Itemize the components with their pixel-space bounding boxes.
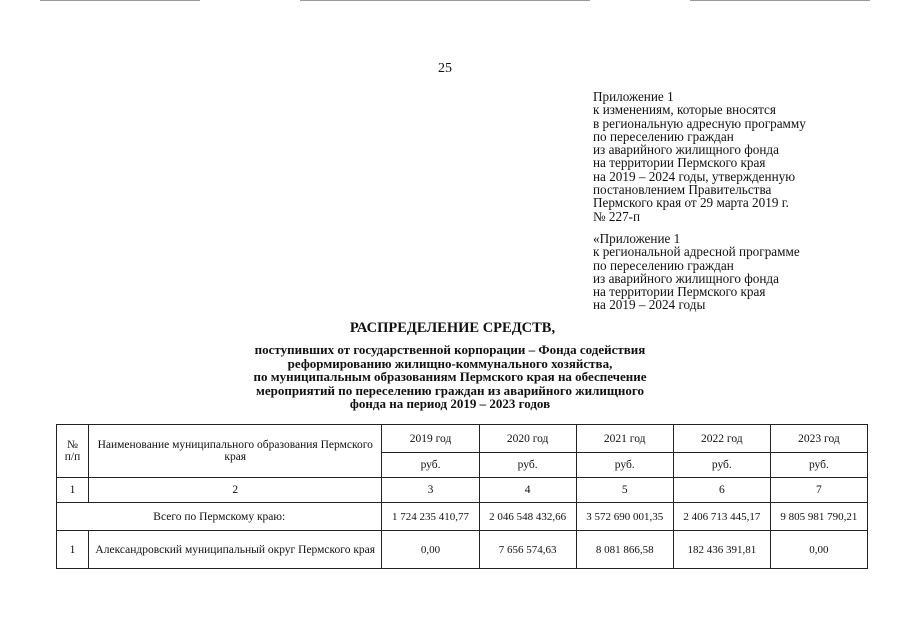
header-unit: руб. [770,453,867,478]
total-value: 3 572 690 001,35 [576,503,673,531]
scan-edge-middle [300,0,590,1]
appendix-reference-line: из аварийного жилищного фонда [593,270,779,286]
header-unit: руб. [479,453,576,478]
scan-edge-left [40,0,200,1]
column-index: 5 [576,478,673,503]
column-index: 6 [673,478,770,503]
total-value: 2 046 548 432,66 [479,503,576,531]
column-index: 7 [770,478,867,503]
row-number: 1 [57,531,89,569]
distribution-table [56,424,868,569]
scan-edge-right [690,0,870,1]
document-title: РАСПРЕДЕЛЕНИЕ СРЕДСТВ, [349,320,556,336]
total-value: 1 724 235 410,77 [382,503,479,531]
total-value: 2 406 713 445,17 [673,503,770,531]
row-municipality: Александровский муниципальный округ Пермского края [88,531,382,569]
appendix-header-line: к изменениям, которые вносятся [593,102,776,118]
appendix-header-line: на территории Пермского края [593,155,766,171]
subtitle-line: мероприятий по переселению граждан из аварийного жилищного [256,382,644,398]
header-year: 2019 год [382,425,479,453]
appendix-header-line: Пермского края от 29 марта 2019 г. [593,195,789,211]
header-number: № п/п [57,425,89,478]
header-year: 2020 год [479,425,576,453]
appendix-reference-line: «Приложение 1 [593,231,681,246]
column-index-row [57,478,868,503]
row-value: 182 436 391,81 [673,531,770,569]
header-year: 2022 год [673,425,770,453]
appendix-header-line: в региональную адресную программу [593,115,806,131]
appendix-reference [593,232,893,312]
header-municipality: Наименование муниципального образования Пермского края [88,425,382,478]
appendix-header [593,90,893,223]
appendix-header-line: на 2019 – 2024 годы, утвержденную [593,168,796,184]
document-subtitle [190,343,710,411]
header-year: 2023 год [770,425,867,453]
appendix-header-line: постановлением Правительства [593,182,772,198]
column-index: 2 [88,478,382,503]
total-value: 9 805 981 790,21 [770,503,867,531]
appendix-reference-line: по переселению граждан [593,257,734,273]
appendix-header-line: по переселению граждан [593,128,734,144]
table-row [57,531,868,569]
row-value: 8 081 866,58 [576,531,673,569]
appendix-reference-line: на 2019 – 2024 годы [593,297,706,313]
appendix-header-line: из аварийного жилищного фонда [593,142,779,158]
row-value: 0,00 [382,531,479,569]
total-label: Всего по Пермскому краю: [57,503,382,531]
header-row [57,425,868,453]
subtitle-line: по муниципальным образованиям Пермского края на обеспечение [253,369,647,385]
subtitle-line: реформированию жилищно-коммунального хозяйства, [287,355,613,371]
column-index: 3 [382,478,479,503]
subtitle-line: поступивших от государственной корпорации – Фонда содействия [254,342,646,357]
appendix-header-line: Приложение 1 [593,89,674,104]
header-unit: руб. [673,453,770,478]
appendix-reference-line: к региональной адресной программе [593,244,800,260]
row-value: 7 656 574,63 [479,531,576,569]
page-number: 25 [438,61,452,76]
header-year: 2021 год [576,425,673,453]
header-unit: руб. [576,453,673,478]
subtitle-line: фонда на период 2019 – 2023 годов [349,396,551,412]
total-row [57,503,868,531]
appendix-reference-line: на территории Пермского края [593,284,766,300]
appendix-header-line: № 227-п [593,208,641,224]
column-index: 4 [479,478,576,503]
row-value: 0,00 [770,531,867,569]
column-index: 1 [57,478,89,503]
header-unit: руб. [382,453,479,478]
